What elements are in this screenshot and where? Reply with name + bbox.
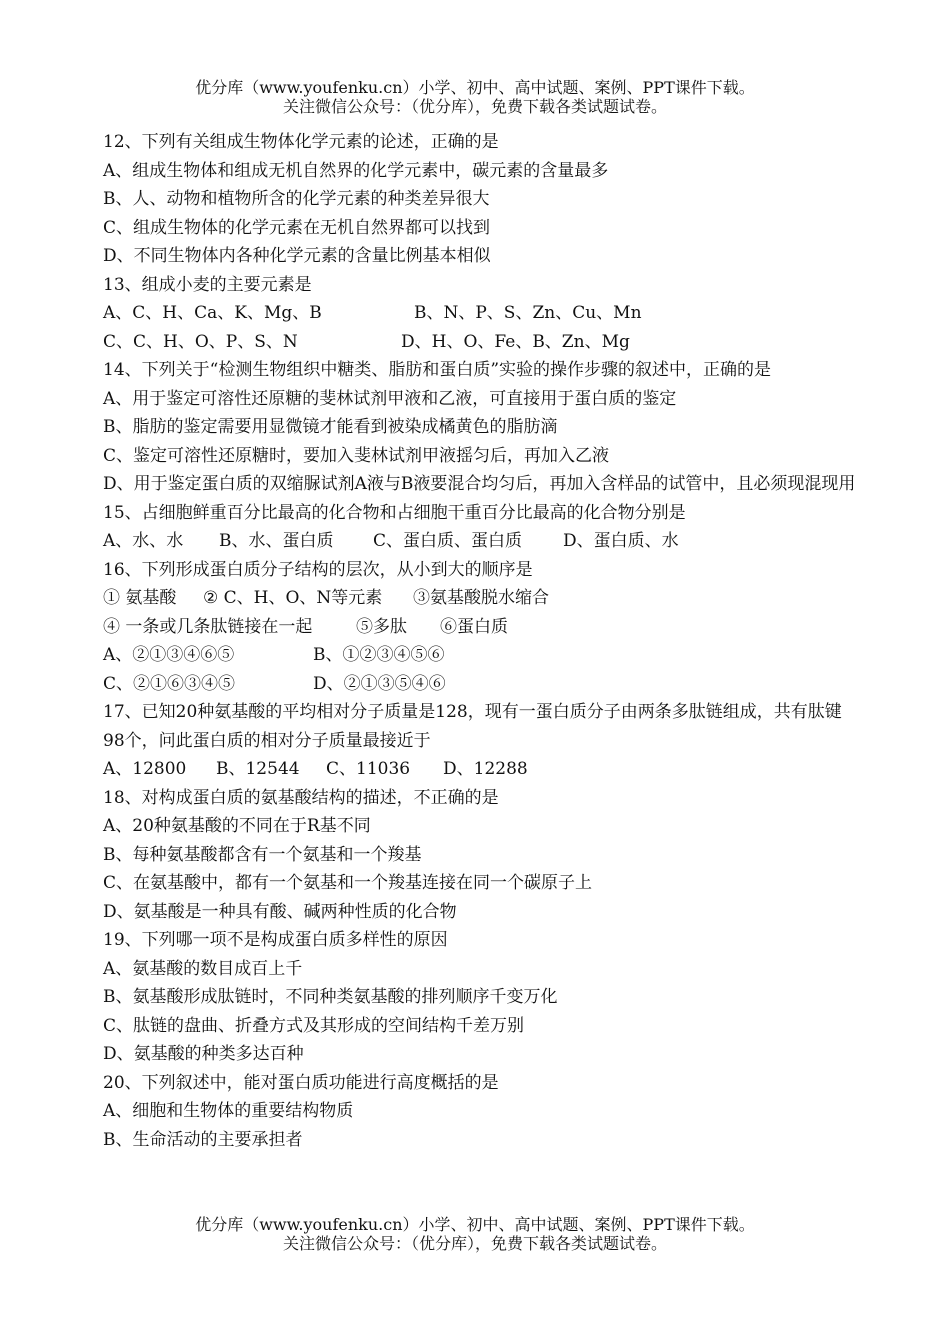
q16-option-b: B、①②③④⑤⑥ [313, 645, 445, 665]
q16-item-6: ⑥蛋白质 [440, 616, 508, 637]
q20-option-a: A、细胞和生物体的重要结构物质 [103, 1101, 354, 1121]
q16-option-c: C、②①⑥③④⑤ [103, 673, 236, 694]
q16-item-3: ③氨基酸脱水缩合 [413, 588, 549, 608]
q17-option-b: B、12544 [216, 759, 300, 779]
q20-option-b: B、生命活动的主要承担者 [103, 1129, 303, 1150]
q14-option-d: D、用于鉴定蛋白质的双缩脲试剂A液与B液要混合均匀后，再加入含样品的试管中，且必须现混现用 [103, 474, 856, 494]
q19-option-b: B、氨基酸形成肽链时，不同种类氨基酸的排列顺序千变万化 [103, 987, 558, 1007]
q13-option-b: B、N、P、S、Zn、Cu、Mn [414, 303, 642, 323]
q20-stem: 20、下列叙述中，能对蛋白质功能进行高度概括的是 [103, 1072, 499, 1093]
q15-stem: 15、占细胞鲜重百分比最高的化合物和占细胞干重百分比最高的化合物分别是 [103, 502, 686, 523]
q12-option-b: B、人、动物和植物所含的化学元素的种类差异很大 [103, 189, 490, 209]
footer-line-1: 优分库（www.youfenku.cn）小学、初中、高中试题、案例、PPT课件下载。 [195, 1215, 755, 1234]
q18-option-d: D、氨基酸是一种具有酸、碱两种性质的化合物 [103, 901, 457, 922]
header-line-2: 关注微信公众号：（优分库），免费下载各类试题试卷。 [282, 97, 667, 116]
q15-options-row [103, 527, 863, 556]
q12-option-d: D、不同生物体内各种化学元素的含量比例基本相似 [103, 246, 491, 266]
q16-item-4: ④ 一条或几条肽链接在一起 [103, 616, 313, 637]
q13-option-c: C、C、H、O、P、S、N [103, 331, 298, 352]
q13-options-row-1 [103, 299, 863, 328]
header-line-1: 优分库（www.youfenku.cn）小学、初中、高中试题、案例、PPT课件下载。 [195, 78, 755, 97]
q18-option-a: A、20种氨基酸的不同在于R基不同 [103, 816, 371, 836]
q18-option-c: C、在氨基酸中，都有一个氨基和一个羧基连接在同一个碳原子上 [103, 873, 593, 893]
q12-stem: 12、下列有关组成生物体化学元素的论述，正确的是 [103, 132, 499, 152]
page-footer [0, 1215, 950, 1253]
question-list [103, 128, 863, 1154]
q19-option-c: C、肽链的盘曲、折叠方式及其形成的空间结构千差万别 [103, 1015, 525, 1036]
q13-option-d: D、H、O、Fe、B、Zn、Mg [401, 331, 630, 352]
q19-option-d: D、氨基酸的种类多达百种 [103, 1044, 304, 1064]
q14-option-a: A、用于鉴定可溶性还原糖的斐林试剂甲液和乙液，可直接用于蛋白质的鉴定 [103, 388, 677, 409]
q15-option-a: A、水、水 [103, 531, 184, 551]
q16-options-row-1 [103, 641, 863, 670]
q15-option-b: B、水、蛋白质 [219, 531, 334, 551]
q17-option-c: C、11036 [326, 759, 411, 779]
q16-item-2: ② C、H、O、N等元素 [203, 588, 383, 608]
q16-items-row-2 [103, 613, 863, 642]
q15-option-d: D、蛋白质、水 [563, 531, 679, 551]
q14-option-c: C、鉴定可溶性还原糖时，要加入斐林试剂甲液摇匀后，再加入乙液 [103, 445, 610, 466]
page-header [0, 78, 950, 116]
q19-option-a: A、氨基酸的数目成百上千 [103, 958, 303, 979]
q13-option-a: A、C、H、Ca、K、Mg、B [103, 303, 322, 323]
q13-options-row-2 [103, 328, 863, 357]
q16-item-5: ⑤多肽 [356, 616, 407, 637]
q18-option-b: B、每种氨基酸都含有一个氨基和一个羧基 [103, 844, 422, 865]
q14-stem: 14、下列关于“检测生物组织中糖类、脂肪和蛋白质”实验的操作步骤的叙述中，正确的是 [103, 360, 772, 380]
q16-option-a: A、②①③④⑥⑤ [103, 645, 235, 665]
q16-item-1: ① 氨基酸 [103, 588, 177, 608]
q16-stem: 16、下列形成蛋白质分子结构的层次，从小到大的顺序是 [103, 559, 533, 580]
q17-option-d: D、12288 [443, 759, 528, 779]
q14-option-b: B、脂肪的鉴定需要用显微镜才能看到被染成橘黄色的脂肪滴 [103, 417, 558, 437]
q18-stem: 18、对构成蛋白质的氨基酸结构的描述，不正确的是 [103, 787, 499, 808]
q16-options-row-2 [103, 670, 863, 699]
q13-stem: 13、组成小麦的主要元素是 [103, 274, 312, 295]
q12-option-a: A、组成生物体和组成无机自然界的化学元素中，碳元素的含量最多 [103, 160, 609, 181]
q17-option-a: A、12800 [103, 759, 187, 779]
q16-items-row-1 [103, 584, 863, 613]
q16-option-d: D、②①③⑤④⑥ [313, 673, 446, 694]
q15-option-c: C、蛋白质、蛋白质 [373, 531, 523, 551]
footer-line-2: 关注微信公众号：（优分库），免费下载各类试题试卷。 [282, 1234, 667, 1253]
q17-stem: 17、已知20种氨基酸的平均相对分子质量是128，现有一蛋白质分子由两条多肽链组成，共有肽键98个，问此蛋白质的相对分子质量最接近于 [103, 702, 842, 751]
q12-option-c: C、组成生物体的化学元素在无机自然界都可以找到 [103, 217, 491, 238]
q19-stem: 19、下列哪一项不是构成蛋白质多样性的原因 [103, 930, 448, 950]
q17-options-row [103, 755, 863, 784]
